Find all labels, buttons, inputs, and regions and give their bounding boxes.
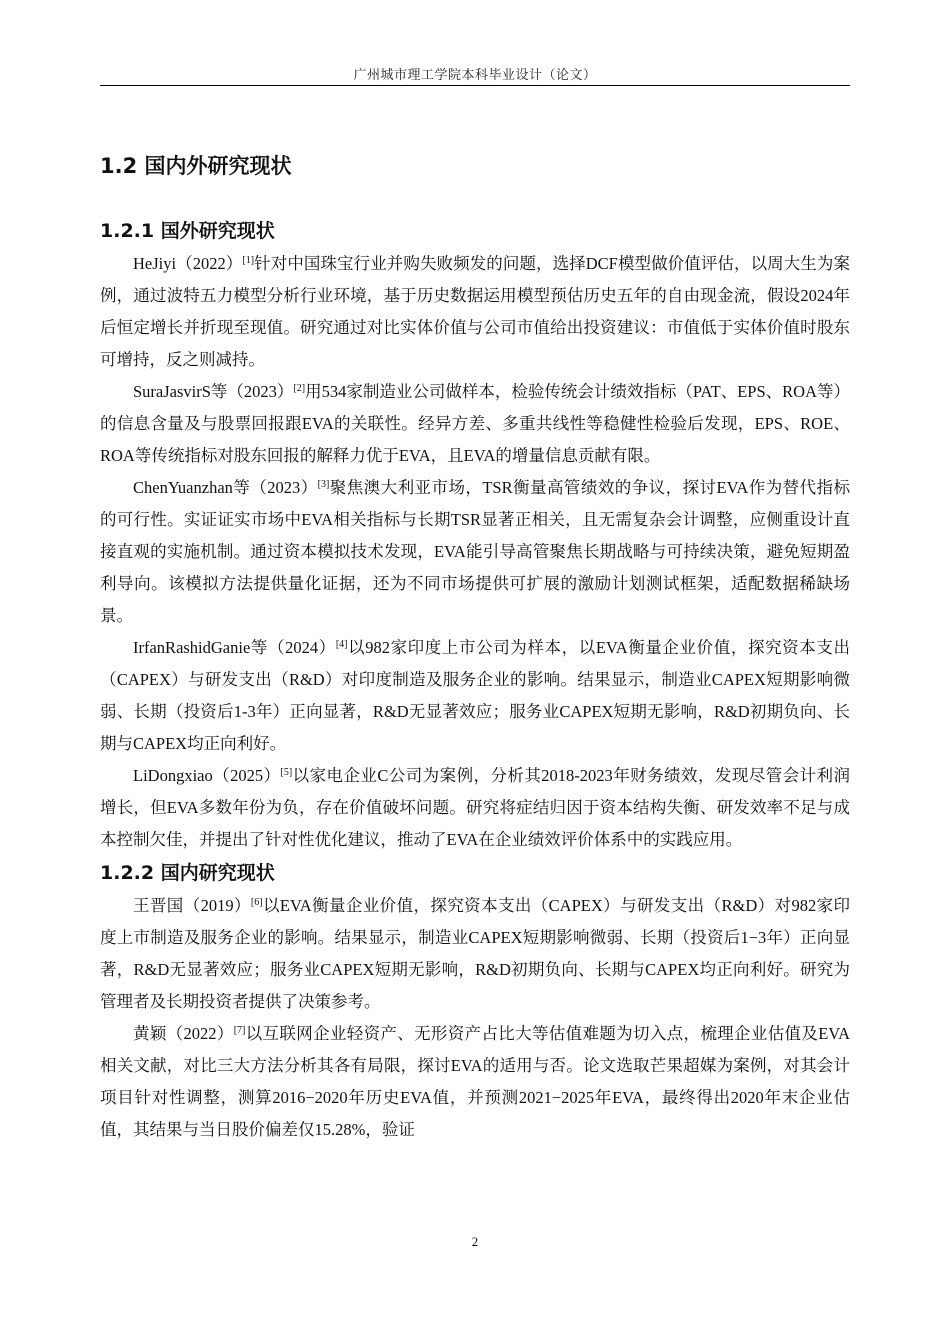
paragraph-text: 以982家印度上市公司为样本，以EVA衡量企业价值，探究资本支出（CAPEX）与研发支出（R&D）对印度制造及服务企业的影响。结果显示，制造业CAPEX短期影响微弱、长期（投资后1-3年）正向显著，R&D无显著效应；服务业CAPEX短期无影响，R&D初期负向、长期与CAPEX均正向利好。	[100, 638, 850, 753]
paragraph-text: 用534家制造业公司做样本，检验传统会计绩效指标（PAT、EPS、ROA等）的信息含量及与股票回报跟EVA的关联性。经异方差、多重共线性等稳健性检验后发现，EPS、ROE、ROA等传统指标对股东回报的解释力优于EVA，且EVA的增量信息贡献有限。	[100, 382, 850, 465]
subsection-heading-domestic: 1.2.2 国内研究现状	[100, 862, 275, 884]
paragraph	[100, 472, 850, 632]
section-heading: 1.2 国内外研究现状	[100, 154, 292, 178]
paragraph-text: 以互联网企业轻资产、无形资产占比大等估值难题为切入点，梳理企业估值及EVA相关文献，对比三大方法分析其各有局限，探讨EVA的适用与否。论文选取芒果超媒为案例，对其会计项目针对性调整，测算2016−2020年历史EVA值，并预测2021−2025年EVA，最终得出2020年末企业估值，其结果与当日股价偏差仅15.28%，验证	[100, 1024, 850, 1139]
citation-ref: [2]	[293, 383, 306, 394]
citation-author: SuraJasvirS等（2023）	[133, 382, 294, 401]
paragraph-text: 以家电企业C公司为案例，分析其2018-2023年财务绩效，发现尽管会计利润增长，但EVA多数年份为负，存在价值破坏问题。研究将症结归因于资本结构失衡、研发效率不足与成本控制欠佳，并提出了针对性优化建议，推动了EVA在企业绩效评价体系中的实践应用。	[100, 766, 850, 849]
citation-ref: [3]	[317, 479, 330, 490]
citation-ref: [4]	[335, 639, 348, 650]
header-rule	[100, 85, 850, 86]
citation-author: HeJiyi（2022）	[133, 254, 243, 273]
citation-ref: [5]	[280, 767, 293, 778]
page-number: 2	[471, 1234, 479, 1249]
paragraph-text: 聚焦澳大利亚市场，TSR衡量高管绩效的争议，探讨EVA作为替代指标的可行性。实证证实市场中EVA相关指标与长期TSR显著正相关，且无需复杂会计调整，应侧重设计直接直观的实施机制。通过资本模拟技术发现，EVA能引导高管聚焦长期战略与可持续决策，避免短期盈利导向。该模拟方法提供量化证据，还为不同市场提供可扩展的激励计划测试框架，适配数据稀缺场景。	[100, 478, 850, 625]
paragraph	[100, 632, 850, 760]
subsection-heading-foreign: 1.2.1 国外研究现状	[100, 220, 275, 242]
citation-author: LiDongxiao（2025）	[133, 766, 281, 785]
citation-author: IrfanRashidGanie等（2024）	[133, 638, 336, 657]
citation-author: ChenYuanzhan等（2023）	[133, 478, 318, 497]
paragraph	[100, 890, 850, 1018]
paragraph	[100, 760, 850, 856]
page-content	[100, 148, 850, 1146]
citation-author: 王晋国（2019）	[133, 896, 251, 915]
paragraph	[100, 1018, 850, 1146]
citation-author: 黄颖（2022）	[133, 1024, 234, 1043]
citation-ref: [6]	[250, 897, 263, 908]
citation-ref: [7]	[233, 1025, 246, 1036]
paragraph-text: 以EVA衡量企业价值，探究资本支出（CAPEX）与研发支出（R&D）对982家印度上市制造及服务企业的影响。结果显示，制造业CAPEX短期影响微弱、长期（投资后1−3年）正向显著，R&D无显著效应；服务业CAPEX短期无影响，R&D初期负向、长期与CAPEX均正向利好。研究为管理者及长期投资者提供了决策参考。	[100, 896, 850, 1011]
paragraph	[100, 376, 850, 472]
paragraph-text: 针对中国珠宝行业并购失败频发的问题，选择DCF模型做价值评估，以周大生为案例，通过波特五力模型分析行业环境，基于历史数据运用模型预估历史五年的自由现金流，假设2024年后恒定增长并折现至现值。研究通过对比实体价值与公司市值给出投资建议：市值低于实体价值时股东可增持，反之则减持。	[100, 254, 850, 369]
citation-ref: [1]	[242, 255, 255, 266]
page-header: 广州城市理工学院本科毕业设计（论文）	[353, 67, 597, 82]
paragraph	[100, 248, 850, 376]
